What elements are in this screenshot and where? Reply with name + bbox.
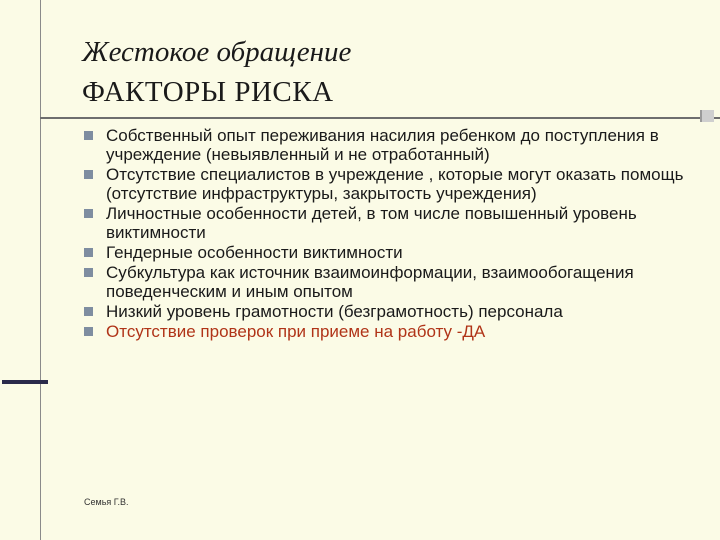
- square-bullet-icon: [84, 131, 93, 140]
- slide-subtitle: ФАКТОРЫ РИСКА: [82, 76, 334, 108]
- list-item-text: Гендерные особенности виктимности: [106, 243, 403, 262]
- left-vertical-rule: [40, 0, 41, 540]
- list-item-text: Отсутствие специалистов в учреждение , которые могут оказать помощь (отсутствие инфраструктуры, закрытость учреждения): [106, 165, 684, 203]
- list-item-highlighted: [84, 322, 704, 341]
- square-bullet-icon: [84, 248, 93, 257]
- square-bullet-icon: [84, 170, 93, 179]
- list-item-text: Отсутствие проверок при приеме на работу -ДА: [106, 322, 486, 341]
- list-item-text: Низкий уровень грамотности (безграмотность) персонала: [106, 302, 563, 321]
- left-accent-bar: [2, 380, 48, 384]
- list-item-text: Личностные особенности детей, в том числе повышенный уровень виктимности: [106, 204, 637, 242]
- square-bullet-icon: [84, 327, 93, 336]
- slide-title: Жестокое обращение: [82, 36, 352, 68]
- list-item: [84, 126, 704, 164]
- list-item-text: Собственный опыт переживания насилия ребенком до поступления в учреждение (невыявленный и не отработанный): [106, 126, 659, 164]
- square-bullet-icon: [84, 209, 93, 218]
- list-item: [84, 302, 704, 321]
- square-bullet-icon: [84, 307, 93, 316]
- list-item: [84, 243, 704, 262]
- list-item: [84, 165, 704, 203]
- list-item: [84, 263, 704, 301]
- title-divider: [40, 117, 720, 119]
- list-item-text: Субкультура как источник взаимоинформации, взаимообогащения поведенческим и иным опытом: [106, 263, 634, 301]
- divider-accent-block: [700, 110, 714, 122]
- risk-factor-list: [84, 126, 704, 342]
- footer-author: Семья Г.В.: [84, 497, 129, 507]
- square-bullet-icon: [84, 268, 93, 277]
- list-item: [84, 204, 704, 242]
